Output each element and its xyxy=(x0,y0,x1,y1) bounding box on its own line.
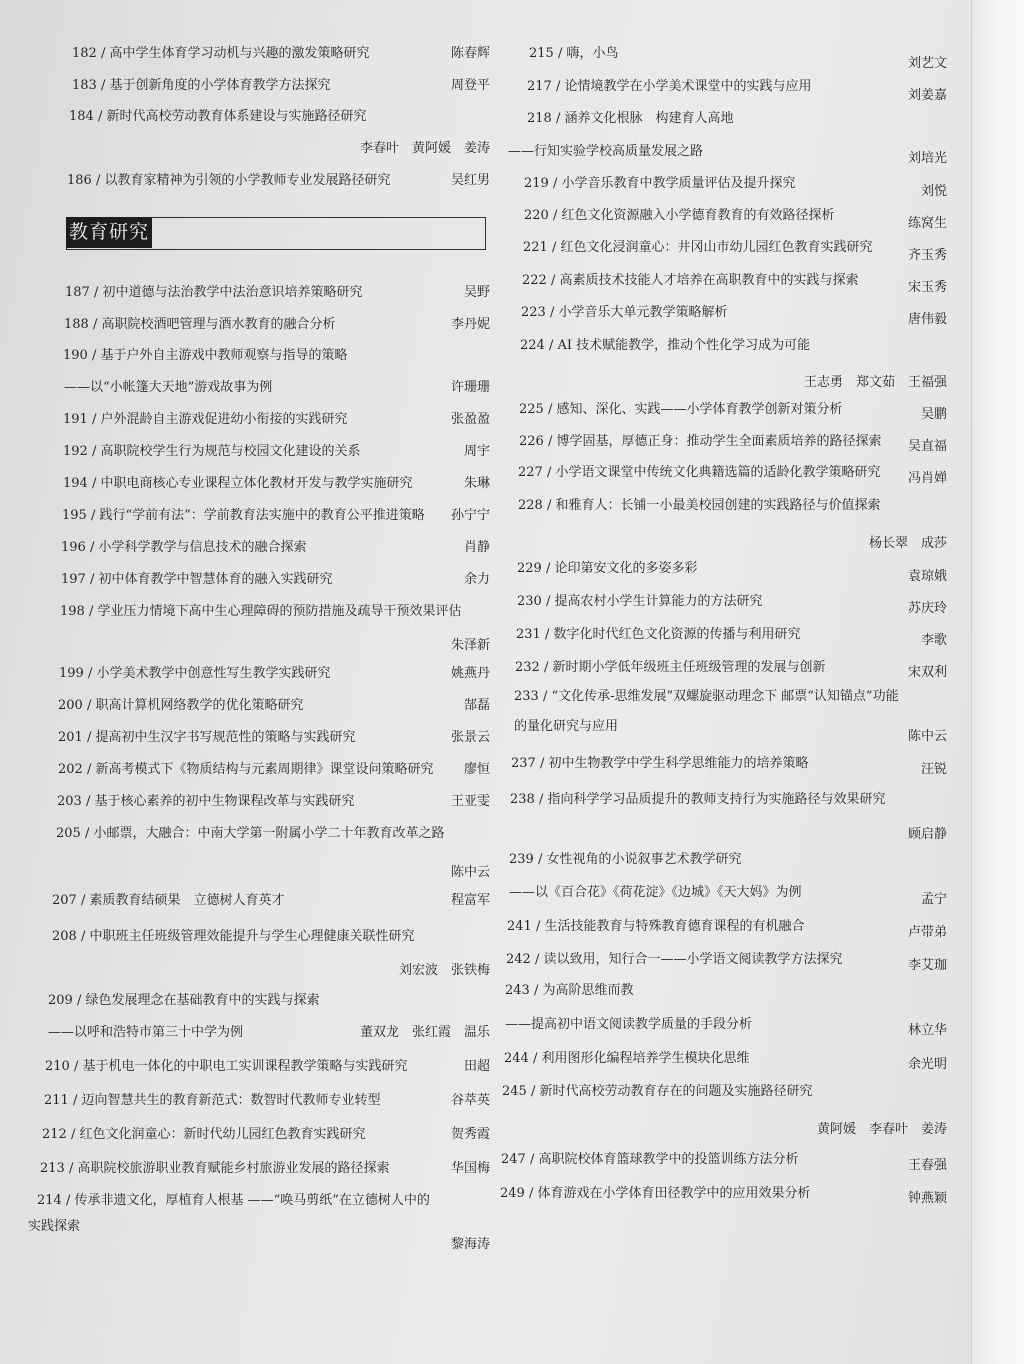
left-entry-title-5: 187 / 初中道德与法治教学中法治意识培养策略研究 xyxy=(65,285,363,300)
right-entry-title-7: 222 / 高素质技术技能人才培养在高职教育中的实践与探索 xyxy=(522,273,859,288)
right-entry-title-3: ——行知实验学校高质量发展之路 xyxy=(508,144,704,159)
left-entry-title-8: ——以“小帐篷大天地”游戏故事为例 xyxy=(64,380,273,395)
right-entry-author-11: 吴鹏 xyxy=(920,407,947,422)
right-entry-author-0: 刘艺文 xyxy=(907,56,947,71)
right-entry-author-1: 刘姜嘉 xyxy=(907,88,947,103)
page-edge xyxy=(971,0,1024,1364)
right-entry-title-21: 的量化研究与应用 xyxy=(514,719,619,734)
left-entry-title-15: 198 / 学业压力情境下高中生心理障碍的预防措施及疏导干预效果评估 xyxy=(60,604,462,619)
left-entry-title-31: 212 / 红色文化润童心：新时代幼儿园红色教育实践研究 xyxy=(42,1127,366,1142)
right-entry-title-20: 233 / “文化传承-思维发展”双螺旋驱动理念下 邮票“认知锚点”功能 xyxy=(514,689,899,704)
left-entry-author-16: 朱泽新 xyxy=(450,638,490,653)
right-entry-title-19: 232 / 新时期小学低年级班主任班级管理的发展与创新 xyxy=(515,660,826,675)
left-entry-author-6: 李丹妮 xyxy=(450,317,490,332)
left-entry-author-20: 廖恒 xyxy=(463,762,490,777)
right-entry-title-9: 224 / AI 技术赋能教学，推动个性化学习成为可能 xyxy=(520,338,811,353)
left-entry-author-14: 余力 xyxy=(463,572,490,587)
right-entry-author-32: 余光明 xyxy=(907,1057,947,1072)
right-entry-title-13: 227 / 小学语文课堂中传统文化典籍选篇的适龄化教学策略研究 xyxy=(518,465,881,480)
right-entry-author-36: 钟燕颖 xyxy=(907,1191,947,1206)
right-entry-title-26: 239 / 女性视角的小说叙事艺术教学研究 xyxy=(509,852,742,867)
left-entry-title-12: 195 / 践行“学前有法”：学前教育法实施中的教育公平推进策略 xyxy=(62,508,425,523)
left-entry-title-32: 213 / 高职院校旅游职业教育赋能乡村旅游业发展的路径探索 xyxy=(40,1161,390,1176)
left-entry-title-13: 196 / 小学科学教学与信息技术的融合探索 xyxy=(61,540,307,555)
right-entry-author-29: 李艾珈 xyxy=(907,958,947,973)
left-entry-author-10: 周宇 xyxy=(463,444,490,459)
right-entry-title-24: 238 / 指向科学学习品质提升的教师支持行为实施路径与效果研究 xyxy=(510,792,886,807)
left-entry-title-19: 201 / 提高初中生汉字书写规范性的策略与实践研究 xyxy=(58,730,356,745)
left-entry-title-14: 197 / 初中体育教学中智慧体育的融入实践研究 xyxy=(61,572,333,587)
right-entry-title-27: ——以《百合花》《荷花淀》《边城》《天大妈》为例 xyxy=(509,885,802,900)
left-entry-author-31: 贺秀霞 xyxy=(450,1127,490,1142)
left-entry-author-26: 刘宏波 张铁梅 xyxy=(398,963,490,978)
right-entry-title-11: 225 / 感知、深化、实践——小学体育教学创新对策分析 xyxy=(519,402,843,417)
left-entry-author-13: 肖静 xyxy=(463,540,490,555)
left-entry-title-29: 210 / 基于机电一体化的中职电工实训课程教学策略与实践研究 xyxy=(45,1059,408,1074)
right-entry-author-7: 宋玉秀 xyxy=(907,280,947,295)
left-entry-author-12: 孙宁宁 xyxy=(450,508,490,523)
right-entry-author-10: 王志勇 郑文茹 王福强 xyxy=(803,375,947,390)
left-entry-title-9: 191 / 户外混龄自主游戏促进幼小衔接的实践研究 xyxy=(63,412,348,427)
right-entry-author-22: 陈中云 xyxy=(907,729,947,744)
right-entry-author-28: 卢带弟 xyxy=(907,925,947,940)
left-entry-title-6: 188 / 高职院校酒吧管理与酒水教育的融合分析 xyxy=(64,317,336,332)
left-entry-author-29: 田超 xyxy=(463,1059,490,1074)
right-entry-title-29: 242 / 读以致用，知行合一——小学语文阅读教学方法探究 xyxy=(506,952,843,967)
right-entry-author-25: 顾启静 xyxy=(907,827,947,842)
right-entry-author-35: 王春强 xyxy=(907,1158,947,1173)
left-entry-title-17: 199 / 小学美术教学中创意性写生教学实践研究 xyxy=(59,666,331,681)
right-entry-title-12: 226 / 博学固基，厚德正身：推动学生全面素质培养的路径探索 xyxy=(519,434,882,449)
right-entry-title-2: 218 / 涵养文化根脉 构建育人高地 xyxy=(527,111,734,126)
left-entry-author-5: 吴野 xyxy=(463,285,490,300)
right-entry-title-4: 219 / 小学音乐教育中教学质量评估及提升探究 xyxy=(524,176,796,191)
right-entry-author-13: 冯肖婵 xyxy=(907,471,947,486)
left-entry-author-19: 张景云 xyxy=(450,730,490,745)
right-entry-author-34: 黄阿媛 李春叶 姜涛 xyxy=(816,1122,947,1137)
left-entry-title-22: 205 / 小邮票，大融合：中南大学第一附属小学二十年教育改革之路 xyxy=(56,826,445,841)
right-entry-author-15: 杨长翠 成莎 xyxy=(868,536,947,551)
left-entry-title-18: 200 / 职高计算机网络教学的优化策略研究 xyxy=(58,698,304,713)
right-entry-title-28: 241 / 生活技能教育与特殊教育德育课程的有机融合 xyxy=(507,919,805,934)
right-entry-title-17: 230 / 提高农村小学生计算能力的方法研究 xyxy=(517,594,763,609)
left-entry-title-11: 194 / 中职电商核心专业课程立体化教材开发与教学实施研究 xyxy=(63,476,413,491)
left-entry-title-34: 实践探索 xyxy=(28,1219,81,1234)
left-entry-author-21: 王亚雯 xyxy=(450,794,490,809)
left-entry-title-2: 184 / 新时代高校劳动教育体系建设与实施路径研究 xyxy=(69,109,367,124)
left-entry-author-35: 黎海涛 xyxy=(450,1237,490,1252)
right-entry-author-8: 唐伟毅 xyxy=(907,312,947,327)
right-entry-author-3: 刘培光 xyxy=(907,151,947,166)
right-entry-title-31: ——提高初中语文阅读教学质量的手段分析 xyxy=(505,1017,753,1032)
left-entry-author-32: 华国梅 xyxy=(450,1161,490,1176)
right-entry-title-1: 217 / 论情境教学在小学美术课堂中的实践与应用 xyxy=(527,79,812,94)
right-entry-title-36: 249 / 体育游戏在小学体育田径教学中的应用效果分析 xyxy=(500,1186,811,1201)
left-entry-title-10: 192 / 高职院校学生行为规范与校园文化建设的关系 xyxy=(63,444,361,459)
right-entry-author-27: 孟宁 xyxy=(920,892,947,907)
right-entry-title-18: 231 / 数字化时代红色文化资源的传播与利用研究 xyxy=(516,627,801,642)
left-entry-author-1: 周登平 xyxy=(450,78,490,93)
right-entry-title-14: 228 / 和雅育人：长铺一小最美校园创建的实践路径与价值探索 xyxy=(518,498,881,513)
left-entry-author-4: 吴红男 xyxy=(450,173,490,188)
right-entry-title-5: 220 / 红色文化资源融入小学德育教育的有效路径探析 xyxy=(524,208,835,223)
right-entry-title-30: 243 / 为高阶思维而教 xyxy=(505,983,634,998)
left-entry-title-24: 207 / 素质教育结硕果 立德树人育英才 xyxy=(52,893,285,908)
right-entry-author-4: 刘悦 xyxy=(920,184,947,199)
left-entry-author-3: 李春叶 黄阿媛 姜涛 xyxy=(359,141,490,156)
right-entry-title-8: 223 / 小学音乐大单元教学策略解析 xyxy=(521,305,728,320)
left-entry-author-0: 陈春辉 xyxy=(450,46,490,61)
left-entry-author-8: 许珊珊 xyxy=(450,380,490,395)
left-entry-title-33: 214 / 传承非遗文化，厚植育人根基 ——“唤马剪纸”在立德树人中的 xyxy=(37,1193,430,1208)
right-entry-title-16: 229 / 论印第安文化的多姿多彩 xyxy=(517,561,698,576)
right-entry-author-18: 李歌 xyxy=(920,633,947,648)
right-entry-title-35: 247 / 高职院校体育篮球教学中的投篮训练方法分析 xyxy=(501,1152,799,1167)
section-title: 教育研究 xyxy=(66,217,152,248)
left-entry-author-24: 程富军 xyxy=(450,893,490,908)
left-entry-author-18: 郜磊 xyxy=(463,698,490,713)
left-entry-title-20: 202 / 新高考模式下《物质结构与元素周期律》课堂设问策略研究 xyxy=(58,762,434,777)
left-entry-author-11: 朱琳 xyxy=(463,476,490,491)
right-entry-author-5: 练窝生 xyxy=(907,216,947,231)
left-entry-title-0: 182 / 高中学生体育学习动机与兴趣的激发策略研究 xyxy=(72,46,370,61)
right-entry-title-32: 244 / 利用图形化编程培养学生模块化思维 xyxy=(504,1051,750,1066)
right-entry-author-31: 林立华 xyxy=(907,1023,947,1038)
right-entry-author-6: 齐玉秀 xyxy=(907,248,947,263)
right-entry-title-33: 245 / 新时代高校劳动教育存在的问题及实施路径研究 xyxy=(502,1084,813,1099)
right-entry-title-23: 237 / 初中生物教学中学生科学思维能力的培养策略 xyxy=(511,756,809,771)
left-entry-author-30: 谷萃英 xyxy=(450,1093,490,1108)
left-entry-author-17: 姚燕丹 xyxy=(450,666,490,681)
left-entry-title-1: 183 / 基于创新角度的小学体育教学方法探究 xyxy=(72,78,331,93)
right-entry-author-12: 吴直福 xyxy=(907,439,947,454)
left-entry-title-27: 209 / 绿色发展理念在基础教育中的实践与探索 xyxy=(48,993,320,1008)
right-entry-author-16: 袁琼娥 xyxy=(907,569,947,584)
left-entry-title-28: ——以呼和浩特市第三十中学为例 xyxy=(48,1025,244,1040)
right-entry-title-0: 215 / 嗨，小鸟 xyxy=(529,46,619,61)
left-entry-author-28: 董双龙 张红霞 温乐 xyxy=(359,1025,490,1040)
right-entry-author-17: 苏庆玲 xyxy=(907,601,947,616)
left-entry-title-30: 211 / 迈向智慧共生的教育新范式：数智时代教师专业转型 xyxy=(44,1093,381,1108)
section-header xyxy=(66,217,486,250)
left-entry-author-9: 张盈盈 xyxy=(450,412,490,427)
right-entry-author-19: 宋双利 xyxy=(907,665,947,680)
right-entry-author-23: 汪锐 xyxy=(920,762,947,777)
right-entry-title-6: 221 / 红色文化浸润童心：井冈山市幼儿园红色教育实践研究 xyxy=(523,240,873,255)
left-entry-title-25: 208 / 中职班主任班级管理效能提升与学生心理健康关联性研究 xyxy=(52,929,415,944)
left-entry-title-21: 203 / 基于核心素养的初中生物课程改革与实践研究 xyxy=(57,794,355,809)
left-entry-title-7: 190 / 基于户外自主游戏中教师观察与指导的策略 xyxy=(63,348,348,363)
left-entry-title-4: 186 / 以教育家精神为引领的小学教师专业发展路径研究 xyxy=(67,173,391,188)
left-entry-author-23: 陈中云 xyxy=(450,865,490,880)
